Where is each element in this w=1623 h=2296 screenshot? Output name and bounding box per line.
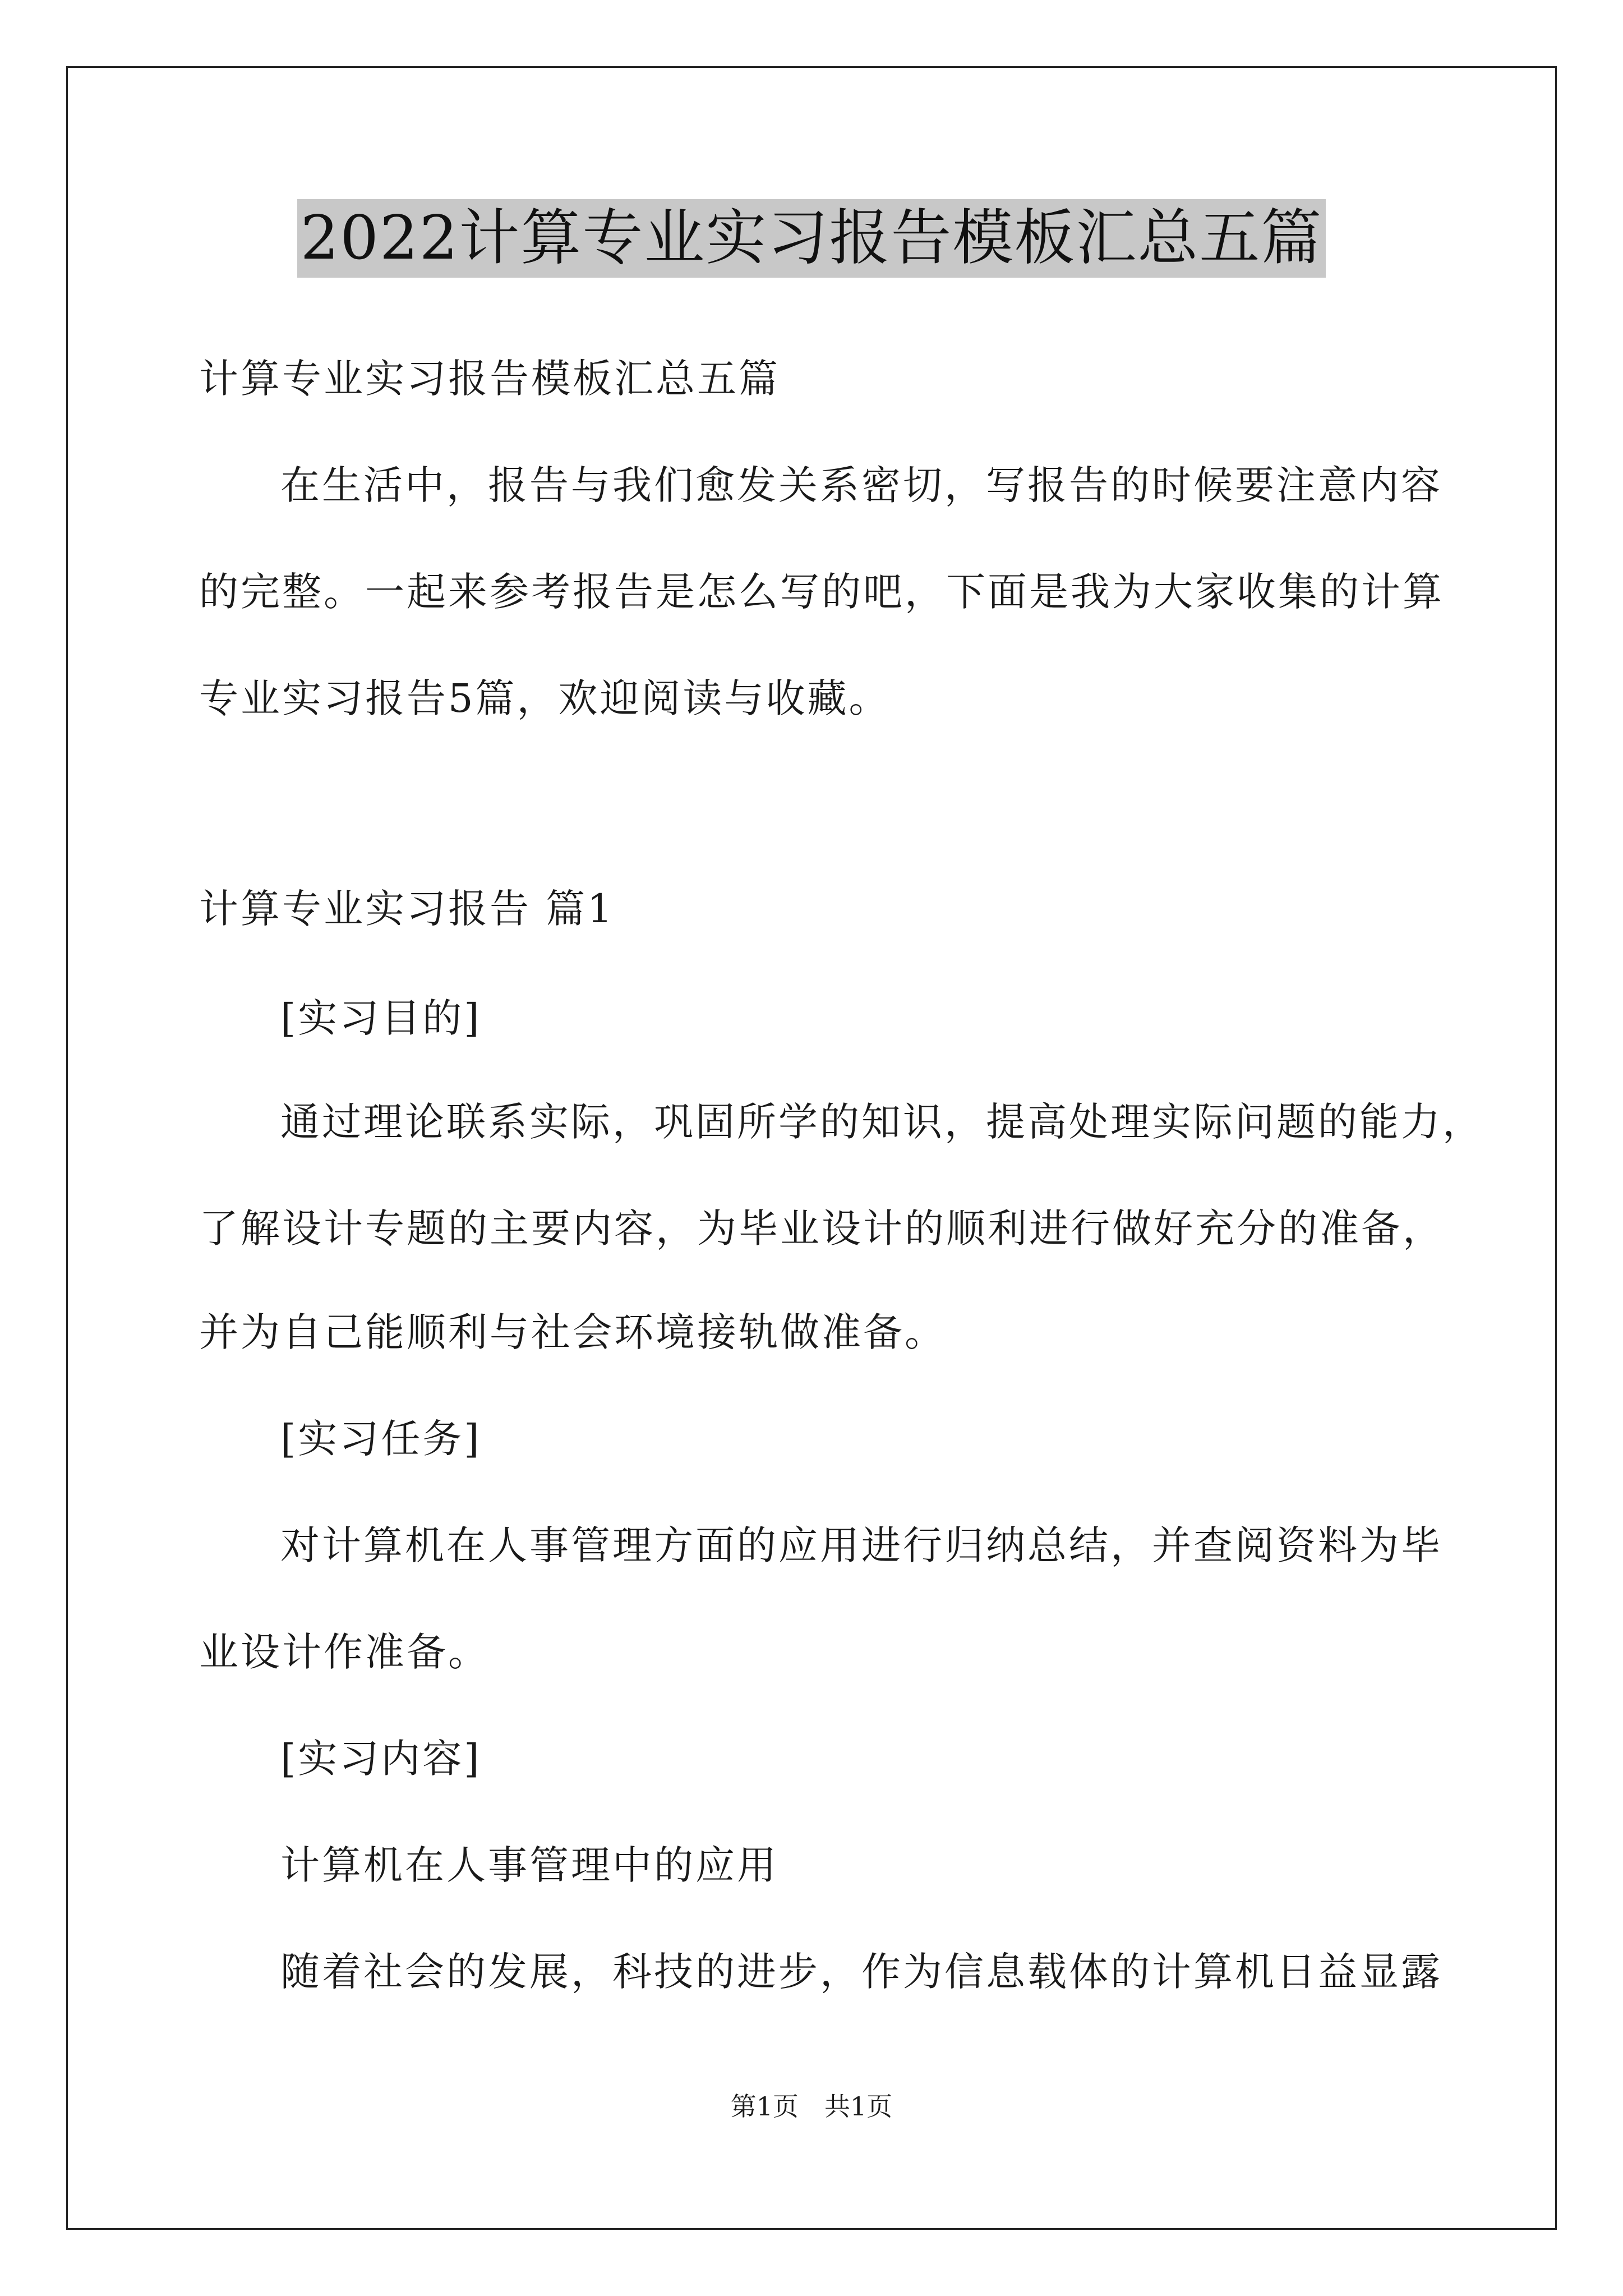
content-line-1: 随着社会的发展，科技的进步，作为信息载体的计算机日益显露 <box>280 1949 1442 1995</box>
task-line-1: 对计算机在人事管理方面的应用进行归纳总结，并查阅资料为毕 <box>280 1522 1442 1568</box>
purpose-line-3: 并为自己能顺利与社会环境接轨做准备。 <box>199 1309 946 1355</box>
intro-line-3: 专业实习报告5篇，欢迎阅读与收藏。 <box>199 675 891 721</box>
purpose-line-1: 通过理论联系实际，巩固所学的知识，提高处理实际问题的能力， <box>280 1099 1484 1145</box>
purpose-heading: [实习目的] <box>280 995 482 1041</box>
intro-line-1: 在生活中，报告与我们愈发关系密切，写报告的时候要注意内容 <box>280 462 1442 508</box>
content-subheading: 计算机在人事管理中的应用 <box>280 1842 778 1888</box>
intro-line-2: 的完整。一起来参考报告是怎么写的吧，下面是我为大家收集的计算 <box>199 569 1444 615</box>
title-container <box>0 199 1623 278</box>
task-heading: [实习任务] <box>280 1416 482 1462</box>
document-title: 2022计算专业实习报告模板汇总五篇 <box>297 199 1326 278</box>
task-line-2: 业设计作准备。 <box>199 1629 490 1675</box>
document-subtitle: 计算专业实习报告模板汇总五篇 <box>199 356 780 402</box>
section-heading: 计算专业实习报告 篇1 <box>199 886 615 932</box>
content-heading: [实习内容] <box>280 1736 482 1782</box>
page-footer: 第1页 共1页 <box>730 2091 893 2122</box>
purpose-line-2: 了解设计专题的主要内容，为毕业设计的顺利进行做好充分的准备， <box>199 1205 1444 1251</box>
